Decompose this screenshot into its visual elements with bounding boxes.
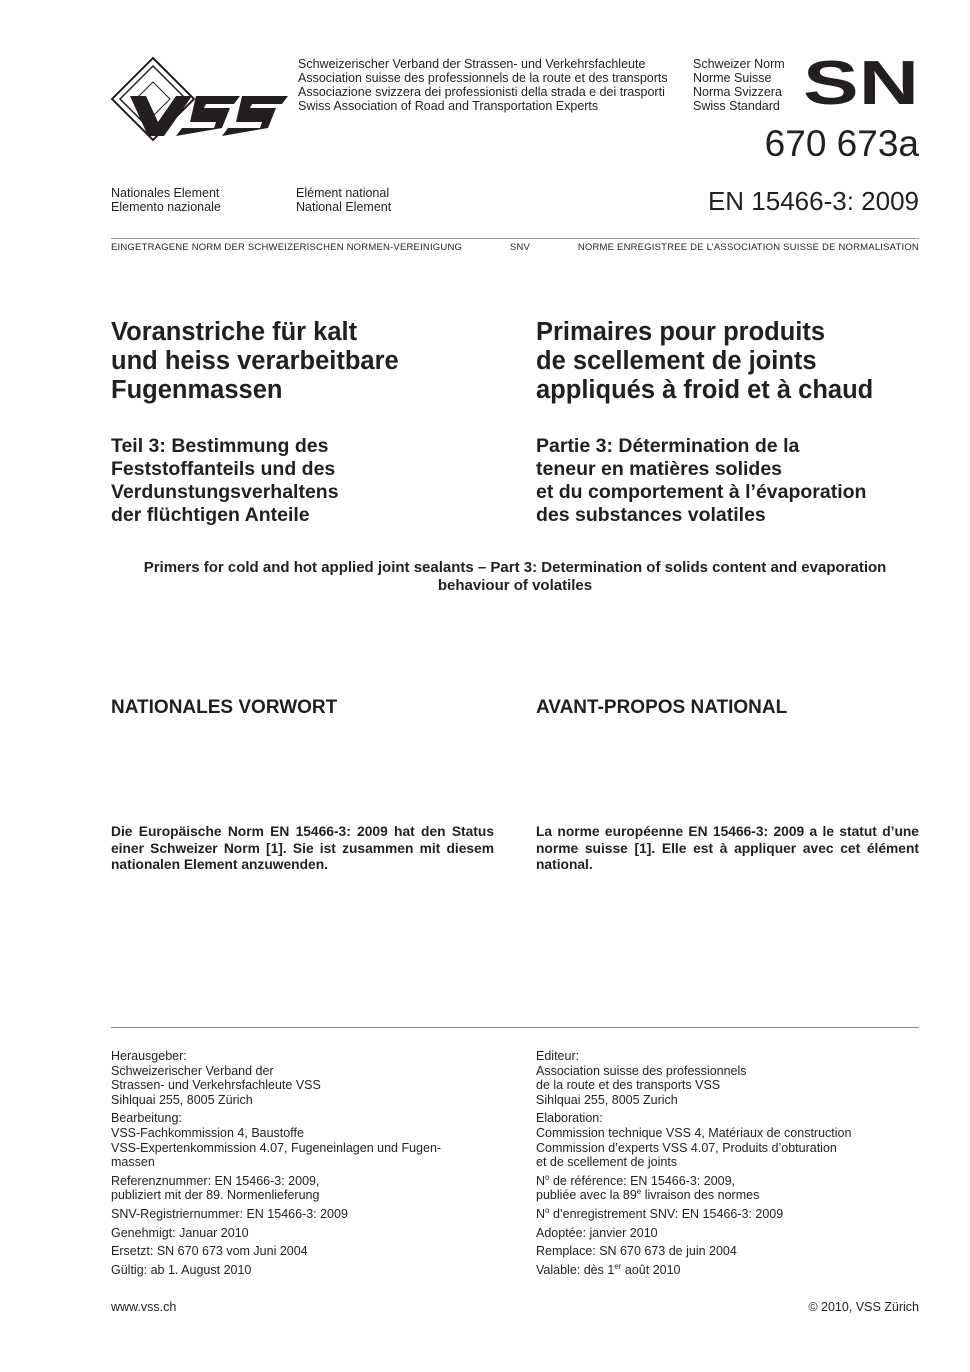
title-en-line: behaviour of volatiles bbox=[437, 577, 593, 594]
registration-de: EINGETRAGENE NORM DER SCHWEIZERISCHEN NORMEN-VEREINIGUNG bbox=[111, 242, 463, 253]
valid-de: Gültig: ab 1. August 2010 bbox=[111, 1262, 252, 1277]
registration-line bbox=[111, 242, 919, 253]
publisher-address: Sihlquai 255, 8005 Zürich bbox=[111, 1092, 253, 1107]
title-fr-line: appliqués à froid et à chaud bbox=[536, 376, 874, 404]
elaboration-line: VSS-Expertenkommission 4.07, Fugeneinlagen und Fugen- bbox=[111, 1140, 442, 1155]
vss-logo-icon bbox=[110, 56, 290, 142]
reference-text: livraison des normes bbox=[641, 1188, 760, 1203]
title-fr bbox=[536, 318, 873, 405]
title-fr-line: de scellement de joints bbox=[536, 347, 817, 375]
title-en bbox=[111, 559, 919, 595]
publisher-address: Sihlquai 255, 8005 Zurich bbox=[536, 1092, 678, 1107]
element-label-en-line: National Element bbox=[296, 200, 392, 214]
approved-fr: Adoptée: janvier 2010 bbox=[536, 1225, 658, 1240]
element-label-fr-line: Elément national bbox=[296, 186, 390, 200]
copyright: © 2010, VSS Zürich bbox=[808, 1300, 919, 1314]
publisher-line: Association suisse des professionnels bbox=[536, 1063, 747, 1078]
norm-label-en: Swiss Standard bbox=[693, 99, 780, 113]
publisher-line: de la route et des transports VSS bbox=[536, 1078, 721, 1093]
publisher-fr bbox=[536, 1049, 919, 1107]
title-de-line: und heiss verarbeitbare bbox=[111, 347, 399, 375]
title-en-line: Primers for cold and hot applied joint sealants – Part 3: Determination of solids content and evaporation bbox=[143, 559, 887, 576]
association-name-en: Swiss Association of Road and Transportation Experts bbox=[298, 99, 599, 113]
registration-fr: NORME ENREGISTREE DE L’ASSOCIATION SUISSE DE NORMALISATION bbox=[577, 242, 919, 253]
valid-superscript: er bbox=[614, 1261, 622, 1271]
elaboration-line: Commission d’experts VSS 4.07, Produits d’obturation bbox=[536, 1140, 837, 1155]
elaboration-line: et de scellement de joints bbox=[536, 1155, 678, 1170]
subtitle-de-line: Feststoffanteils und des bbox=[111, 458, 336, 480]
reference-text: de référence: EN 15466-3: 2009, bbox=[549, 1173, 736, 1188]
norm-label-fr: Norme Suisse bbox=[693, 71, 772, 85]
snv-number-fr bbox=[536, 1207, 919, 1222]
foreword-heading-de: NATIONALES VORWORT bbox=[111, 697, 338, 718]
subtitle-fr-line: des substances volatiles bbox=[536, 504, 766, 526]
association-name-fr: Association suisse des professionnels de la route et des transports bbox=[298, 71, 668, 85]
reference-fr bbox=[536, 1174, 919, 1203]
foreword-heading-fr: AVANT-PROPOS NATIONAL bbox=[536, 697, 788, 718]
publisher-label: Editeur: bbox=[536, 1049, 580, 1063]
sn-logo-text: SN bbox=[803, 58, 919, 108]
sn-logo-icon bbox=[803, 58, 919, 108]
element-label-de-line: Nationales Element bbox=[111, 186, 220, 200]
reference-prefix: N bbox=[536, 1173, 546, 1188]
subtitle-fr-line: et du comportement à l’évaporation bbox=[536, 481, 867, 503]
snv-prefix: N bbox=[536, 1206, 546, 1221]
subtitle-de bbox=[111, 435, 339, 527]
registration-snv: SNV bbox=[509, 242, 531, 253]
elaboration-label: Bearbeitung: bbox=[111, 1111, 182, 1126]
publication-divider bbox=[111, 1027, 919, 1028]
norm-labels bbox=[693, 57, 785, 113]
title-fr-line: Primaires pour produits bbox=[536, 318, 826, 346]
element-label-fr bbox=[296, 186, 391, 214]
publisher-label: Herausgeber: bbox=[111, 1049, 187, 1063]
norm-label-de: Schweizer Norm bbox=[693, 57, 785, 71]
snv-superscript: o bbox=[545, 1205, 550, 1215]
valid-text: août 2010 bbox=[621, 1262, 681, 1277]
snv-text: d’enregistrement SNV: EN 15466-3: 2009 bbox=[549, 1206, 784, 1221]
norm-label-it: Norma Svizzera bbox=[693, 85, 782, 99]
snv-number-de: SNV-Registriernummer: EN 15466-3: 2009 bbox=[111, 1206, 348, 1221]
elaboration-label: Elaboration: bbox=[536, 1111, 603, 1126]
elaboration-line: massen bbox=[111, 1155, 155, 1170]
elaboration-fr bbox=[536, 1111, 919, 1169]
valid-fr bbox=[536, 1263, 919, 1278]
association-name-it: Associazione svizzera dei professionisti della strada e dei trasporti bbox=[298, 85, 665, 99]
reference-de bbox=[111, 1174, 471, 1203]
element-label-it-line: Elemento nazionale bbox=[111, 200, 221, 214]
reference-line: publiziert mit der 89. Normenlieferung bbox=[111, 1188, 320, 1203]
publisher-de bbox=[111, 1049, 471, 1107]
elaboration-line: VSS-Fachkommission 4, Baustoffe bbox=[111, 1125, 304, 1140]
publication-details-de bbox=[111, 1049, 471, 1281]
elaboration-line: Commission technique VSS 4, Matériaux de construction bbox=[536, 1125, 852, 1140]
subtitle-fr-line: teneur en matières solides bbox=[536, 458, 783, 480]
replaces-de: Ersetzt: SN 670 673 vom Juni 2004 bbox=[111, 1244, 308, 1259]
element-label-de bbox=[111, 186, 221, 214]
en-reference: EN 15466-3: 2009 bbox=[707, 186, 919, 216]
subtitle-fr bbox=[536, 435, 866, 527]
title-de-line: Voranstriche für kalt bbox=[111, 318, 358, 346]
reference-text: publiée avec la 89 bbox=[536, 1188, 637, 1203]
association-names bbox=[298, 57, 668, 113]
publisher-line: Strassen- und Verkehrsfachleute VSS bbox=[111, 1078, 321, 1093]
publisher-line: Schweizerischer Verband der bbox=[111, 1063, 274, 1078]
publication-details-fr bbox=[536, 1049, 919, 1281]
reference-superscript: o bbox=[545, 1172, 550, 1182]
elaboration-de bbox=[111, 1111, 471, 1169]
title-de bbox=[111, 318, 399, 405]
association-name-de: Schweizerischer Verband der Strassen- und Verkehrsfachleute bbox=[298, 57, 646, 71]
subtitle-fr-line: Partie 3: Détermination de la bbox=[536, 435, 800, 457]
title-de-line: Fugenmassen bbox=[111, 376, 283, 404]
subtitle-de-line: Verdunstungsverhaltens bbox=[111, 481, 339, 503]
reference-superscript: e bbox=[636, 1187, 642, 1197]
header-divider bbox=[111, 238, 919, 239]
foreword-text-de: Die Europäische Norm EN 15466-3: 2009 hat den Status einer Schweizer Norm [1]. Sie ist zusammen mit diesem nationalen Element anzuwenden. bbox=[111, 824, 494, 872]
replaces-fr: Remplace: SN 670 673 de juin 2004 bbox=[536, 1244, 737, 1259]
foreword-text-fr: La norme européenne EN 15466-3: 2009 a le statut d’une norme suisse [1]. Elle est à appliquer avec cet élément national. bbox=[536, 824, 919, 872]
norm-number: 670 673a bbox=[764, 123, 919, 164]
approved-de: Genehmigt: Januar 2010 bbox=[111, 1225, 249, 1240]
valid-text: Valable: dès 1 bbox=[536, 1262, 615, 1277]
reference-line: Referenznummer: EN 15466-3: 2009, bbox=[111, 1173, 320, 1188]
website-link[interactable]: www.vss.ch bbox=[111, 1300, 177, 1314]
subtitle-de-line: der flüchtigen Anteile bbox=[111, 504, 310, 526]
subtitle-de-line: Teil 3: Bestimmung des bbox=[111, 435, 329, 457]
